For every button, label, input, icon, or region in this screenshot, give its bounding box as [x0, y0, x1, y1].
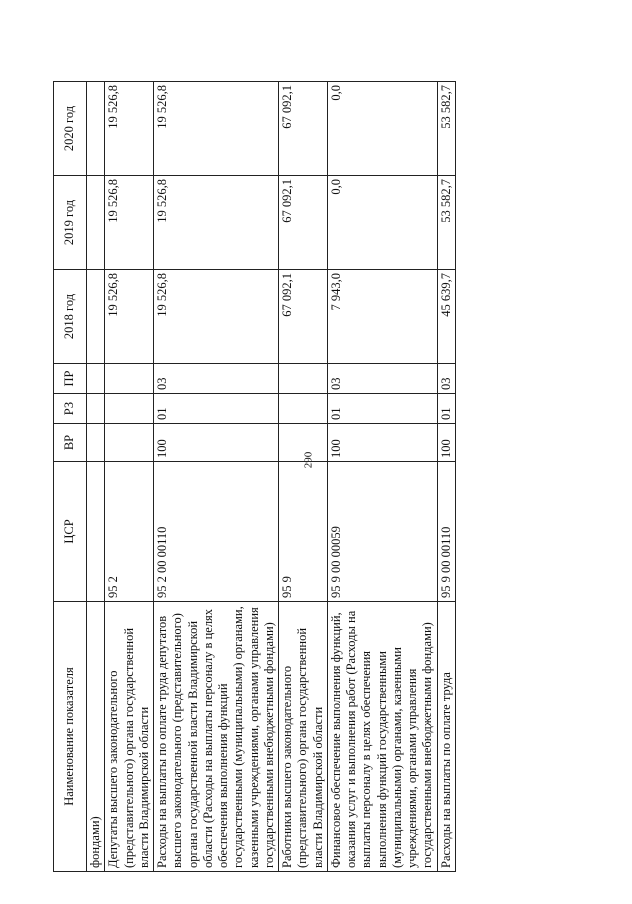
- cell-2018: [87, 270, 105, 364]
- cell-csr: 95 2: [105, 462, 154, 602]
- cell-2018: 7 943,0: [327, 270, 437, 364]
- cell-2019: 19 526,8: [154, 176, 279, 270]
- cell-csr: 95 2 00 00110: [154, 462, 279, 602]
- cell-vr: [279, 424, 328, 462]
- cell-name: Финансовое обеспечение выполнения функций, оказания услуг и выполнения работ (Расходы на выплаты персоналу в целях обеспечения выполнения функций государственными (муниципальными) органами, казенными учреждениями, органами управления государственными внебюджетными фондами): [327, 602, 437, 872]
- cell-name: Работники высшего законодательного (представительного) органа государственной власти Владимирской области: [279, 602, 328, 872]
- cell-name: Депутаты высшего законодательного (представительного) органа государственной власти Владимирской области: [105, 602, 154, 872]
- cell-rz: [87, 394, 105, 424]
- cell-2018: 19 526,8: [105, 270, 154, 364]
- table-row: [154, 82, 279, 872]
- header-pr: ПР: [54, 364, 87, 394]
- table-header-row: [54, 82, 87, 872]
- cell-2019: 19 526,8: [105, 176, 154, 270]
- cell-csr: 95 9: [279, 462, 328, 602]
- cell-vr: 100: [154, 424, 279, 462]
- header-name: Наименование показателя: [54, 602, 87, 872]
- cell-2020: 19 526,8: [105, 82, 154, 176]
- cell-2020: 0,0: [327, 82, 437, 176]
- cell-vr: [87, 424, 105, 462]
- cell-rz: 01: [154, 394, 279, 424]
- cell-rz: [279, 394, 328, 424]
- cell-rz: [105, 394, 154, 424]
- header-csr: ЦСР: [54, 462, 87, 602]
- cell-2020: 19 526,8: [154, 82, 279, 176]
- cell-2019: 53 582,7: [437, 176, 455, 270]
- cell-2018: 45 639,7: [437, 270, 455, 364]
- cell-name: Расходы на выплаты по оплате труда: [437, 602, 455, 872]
- cell-pr: 03: [437, 364, 455, 394]
- cell-2020: 67 092,1: [279, 82, 328, 176]
- cell-vr: 100: [327, 424, 437, 462]
- table-row: [437, 82, 455, 872]
- cell-rz: 01: [437, 394, 455, 424]
- cell-rz: 01: [327, 394, 437, 424]
- cell-pr: [105, 364, 154, 394]
- cell-csr: [87, 462, 105, 602]
- page-number: 290: [302, 451, 315, 469]
- header-rz: РЗ: [54, 394, 87, 424]
- cell-2019: 0,0: [327, 176, 437, 270]
- cell-pr: [279, 364, 328, 394]
- table-row: [105, 82, 154, 872]
- table-row: [279, 82, 328, 872]
- header-2019: 2019 год: [54, 176, 87, 270]
- cell-2018: 19 526,8: [154, 270, 279, 364]
- table-row: [87, 82, 105, 872]
- cell-pr: [87, 364, 105, 394]
- cell-vr: 100: [437, 424, 455, 462]
- cell-vr: [105, 424, 154, 462]
- budget-table: [53, 81, 456, 872]
- cell-2018: 67 092,1: [279, 270, 328, 364]
- cell-2020: [87, 82, 105, 176]
- rotated-table-container: [53, 82, 573, 872]
- cell-pr: 03: [327, 364, 437, 394]
- header-vr: ВР: [54, 424, 87, 462]
- cell-2019: 67 092,1: [279, 176, 328, 270]
- cell-2019: [87, 176, 105, 270]
- header-2018: 2018 год: [54, 270, 87, 364]
- header-2020: 2020 год: [54, 82, 87, 176]
- cell-csr: 95 9 00 00110: [437, 462, 455, 602]
- cell-pr: 03: [154, 364, 279, 394]
- table-row: [327, 82, 437, 872]
- cell-2020: 53 582,7: [437, 82, 455, 176]
- cell-name: Расходы на выплаты по оплате труда депутатов высшего законодательного (представительного) органа государственной власти Владимирской области (Расходы на выплаты персоналу в целях обеспечения выполнения функций государственными (муниципальными) органами, казенными учреждениями, органами управления государственными внебюджетными фондами): [154, 602, 279, 872]
- cell-name: фондами): [87, 602, 105, 872]
- cell-csr: 95 9 00 00059: [327, 462, 437, 602]
